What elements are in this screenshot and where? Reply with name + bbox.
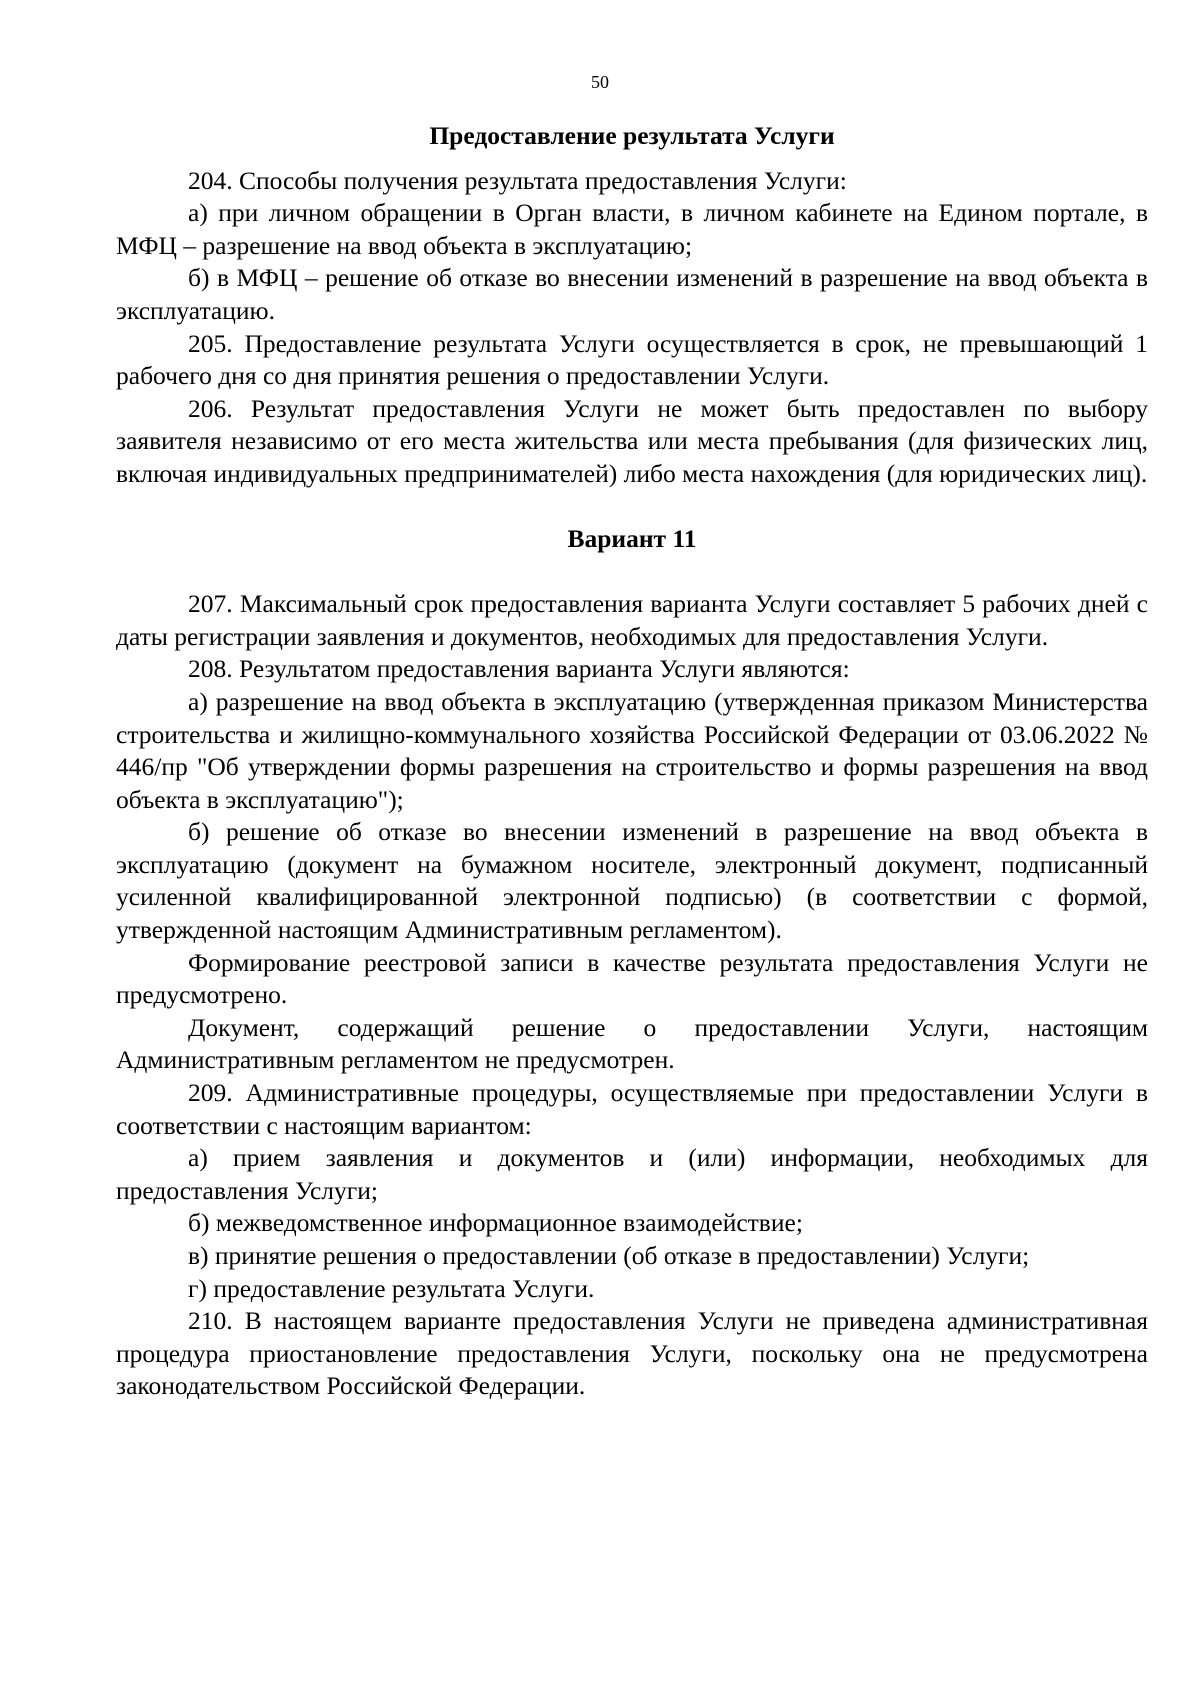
paragraph-209: 209. Административные процедуры, осуществляемые при предоставлении Услуги в соответствии с настоящим вариантом: bbox=[116, 1078, 1148, 1140]
page-content bbox=[116, 120, 1148, 1403]
paragraph-208-b: б) решение об отказе во внесении изменений в разрешение на ввод объекта в эксплуатацию (документ на бумажном носителе, электронный документ, подписанный усиленной квалифицированной электронной подписью) (в соответствии с формой, утвержденной настоящим Административным регламентом). bbox=[116, 817, 1148, 945]
paragraph-209-b: б) межведомственное информационное взаимодействие; bbox=[188, 1208, 803, 1238]
paragraph-206: 206. Результат предоставления Услуги не может быть предоставлен по выбору заявителя независимо от его места жительства или места пребывания (для физических лиц, включая индивидуальных предпринимателей) либо места нахождения (для юридических лиц). bbox=[116, 393, 1148, 488]
page-number: 50 bbox=[591, 72, 609, 92]
paragraph-decision-document: Документ, содержащий решение о предоставлении Услуги, настоящим Административным регламентом не предусмотрен. bbox=[116, 1012, 1148, 1075]
paragraph-210: 210. В настоящем варианте предоставления Услуги не приведена административная процедура приостановление предоставления Услуги, поскольку она не предусмотрена законодательством Российской Федерации. bbox=[116, 1306, 1148, 1401]
paragraph-208: 208. Результатом предоставления варианта Услуги являются: bbox=[188, 654, 850, 684]
paragraph-205: 205. Предоставление результата Услуги осуществляется в срок, не превышающий 1 рабочего дня со дня принятия решения о предоставлении Услуги. bbox=[116, 328, 1148, 391]
section-heading-variant-11: Вариант 11 bbox=[567, 523, 697, 553]
paragraph-207: 207. Максимальный срок предоставления варианта Услуги составляет 5 рабочих дней с даты регистрации заявления и документов, необходимых для предоставления Услуги. bbox=[116, 589, 1148, 651]
paragraph-204-a: а) при личном обращении в Орган власти, в личном кабинете на Едином портале, в МФЦ – разрешение на ввод объекта в эксплуатацию; bbox=[116, 198, 1148, 260]
paragraph-209-v: в) принятие решения о предоставлении (об отказе в предоставлении) Услуги; bbox=[188, 1241, 1030, 1270]
paragraph-208-a: а) разрешение на ввод объекта в эксплуатацию (утвержденная приказом Министерства строительства и жилищно-коммунального хозяйства Российской Федерации от 03.06.2022 № 446/пр "Об утверждении формы разрешения на строительство и формы разрешения на ввод объекта в эксплуатацию"); bbox=[116, 686, 1148, 814]
paragraph-registry-record: Формирование реестровой записи в качестве результата предоставления Услуги не предусмотрено. bbox=[116, 947, 1148, 1010]
section-heading-result: Предоставление результата Услуги bbox=[429, 121, 835, 150]
paragraph-204: 204. Способы получения результата предоставления Услуги: bbox=[188, 165, 847, 195]
paragraph-209-a: а) прием заявления и документов и (или) информации, необходимых для предоставления Услуги; bbox=[116, 1143, 1148, 1205]
paragraph-209-g: г) предоставление результата Услуги. bbox=[188, 1273, 595, 1303]
paragraph-204-b: б) в МФЦ – решение об отказе во внесении изменений в разрешение на ввод объекта в эксплуатацию. bbox=[116, 263, 1148, 325]
